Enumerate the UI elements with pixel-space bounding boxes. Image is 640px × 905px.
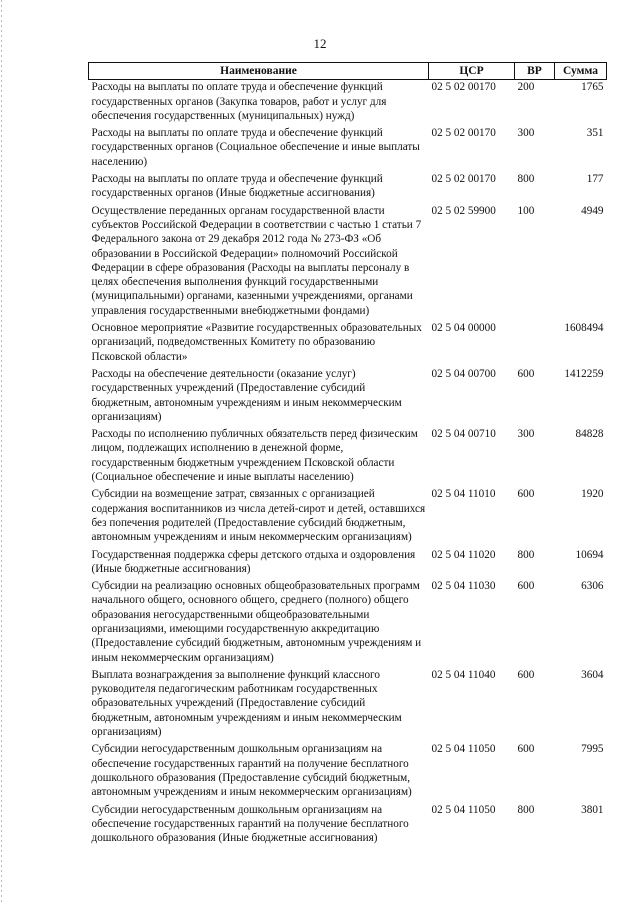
table-row	[89, 668, 607, 742]
row-sum-cell: 177	[586, 173, 604, 186]
row-csr-cell: 02 5 04 11040	[431, 668, 496, 681]
row-sum-cell: 84828	[575, 428, 604, 441]
row-csr-cell: 02 5 04 11050	[431, 803, 496, 816]
row-name-cell: Субсидии на возмещение затрат, связанных с организацией содержания воспитанников из числа детей-сирот и детей, оставшихся без попечения родителей (Предоставление субсидий бюджетным, автономным учреждениям и иным некоммерческим организациям)	[91, 488, 426, 544]
header-name: Наименование	[89, 63, 429, 80]
row-sum-cell: 1608494	[564, 322, 604, 335]
row-sum-cell: 351	[586, 127, 604, 140]
scan-margin-line	[1, 0, 2, 905]
row-sum-cell: 3801	[581, 803, 604, 816]
budget-table	[88, 62, 607, 848]
row-csr-cell: 02 5 02 00170	[431, 173, 496, 186]
table-row	[89, 579, 607, 668]
page-number: 12	[313, 36, 327, 51]
header-csr: ЦСР	[429, 63, 515, 80]
row-csr-cell: 02 5 02 00170	[431, 127, 496, 140]
row-name-cell: Расходы по исполнению публичных обязательств перед физическим лицом, подлежащих исполнению в денежной форме, государственным бюджетным учреждением Псковской области (Социальное обеспечение и иные выплаты населению)	[91, 428, 418, 484]
row-csr-cell: 02 5 04 00700	[431, 367, 496, 380]
row-sum-cell: 7995	[581, 743, 604, 756]
row-csr-cell: 02 5 04 11030	[431, 580, 496, 593]
row-vr-cell	[515, 321, 555, 367]
row-vr-cell: 200	[517, 81, 535, 94]
row-vr-cell: 600	[517, 580, 535, 593]
row-name-cell: Субсидии на реализацию основных общеобразовательных программ начального общего, основного общего, среднего (полного) общего образования негосударственными общеобразовательными организациями, имеющими государственную аккредитацию (Предоставление субсидий бюджетным, автономным учреждениям и иным некоммерческим организациям)	[91, 580, 422, 664]
header-vr: ВР	[515, 63, 555, 80]
row-vr-cell: 800	[517, 548, 535, 561]
row-name-cell: Субсидии негосударственным дошкольным организациям на обеспечение государственных гарантий на получение бесплатного дошкольного образования (Предоставление субсидий бюджетным, автономным учреждениям и иным некоммерческим организациям)	[91, 743, 412, 799]
header-sum: Сумма	[555, 63, 607, 80]
row-name-cell: Выплата вознаграждения за выполнение функций классного руководителя педагогическим работникам государственных образовательных учреждений (Предоставление субсидий бюджетным, автономным учреждениям и иным некоммерческим организациям)	[91, 668, 402, 739]
table-row	[89, 126, 607, 172]
row-vr-cell: 600	[517, 367, 535, 380]
row-name-cell: Расходы на выплаты по оплате труда и обеспечение функций государственных органов (Иные бюджетные ассигнования)	[91, 173, 383, 200]
row-name-cell: Расходы на обеспечение деятельности (оказание услуг) государственных учреждений (Предоставление субсидий бюджетным, автономным учреждениям и иным некоммерческим организациям)	[91, 367, 402, 423]
row-name-cell: Осуществление переданных органам государственной власти субъектов Российской Федерации в соответствии с частью 1 статьи 7 Федерального закона от 29 декабря 2012 года № 273-ФЗ «Об образовании в Российской Федерации» полномочий Российской Федерации в сфере образования (Расходы на выплаты персоналу в целях обеспечения выполнения функций государственными (муниципальными) органами, казенными учреждениями, органами управления государственными внебюджетными фондами)	[91, 204, 422, 317]
table-row	[89, 487, 607, 547]
row-csr-cell: 02 5 02 00170	[431, 81, 496, 94]
table-row	[89, 427, 607, 487]
table-header-row	[89, 63, 607, 80]
row-vr-cell: 600	[517, 488, 535, 501]
row-vr-cell: 600	[517, 668, 535, 681]
row-vr-cell: 800	[517, 173, 535, 186]
row-name-cell: Государственная поддержка сферы детского отдыха и оздоровления (Иные бюджетные ассигнования)	[91, 548, 416, 575]
row-name-cell: Субсидии негосударственным дошкольным организациям на обеспечение государственных гарантий на получение бесплатного дошкольного образования (Иные бюджетные ассигнования)	[91, 803, 409, 845]
table-row	[89, 321, 607, 367]
table-row	[89, 803, 607, 849]
row-vr-cell: 600	[517, 743, 535, 756]
table-row	[89, 742, 607, 802]
row-csr-cell: 02 5 04 11050	[431, 743, 496, 756]
table-body	[89, 80, 607, 849]
row-vr-cell: 300	[517, 127, 535, 140]
table-row	[89, 80, 607, 126]
row-csr-cell: 02 5 02 59900	[431, 204, 496, 217]
row-vr-cell: 300	[517, 428, 535, 441]
row-csr-cell: 02 5 04 00000	[431, 322, 496, 335]
row-name-cell: Основное мероприятие «Развитие государственных образовательных организаций, подведомственных Комитету по образованию Псковской области»	[91, 322, 422, 363]
row-sum-cell: 1412259	[564, 367, 604, 380]
row-sum-cell: 10694	[575, 548, 604, 561]
row-name-cell: Расходы на выплаты по оплате труда и обеспечение функций государственных органов (Социальное обеспечение и иные выплаты населению)	[91, 127, 420, 168]
row-name-cell: Расходы на выплаты по оплате труда и обеспечение функций государственных органов (Закупка товаров, работ и услуг для обеспечения государственных (муниципальных) нужд)	[91, 81, 387, 122]
row-vr-cell: 800	[517, 803, 535, 816]
table-row	[89, 204, 607, 321]
row-sum-cell: 1765	[581, 81, 604, 94]
row-csr-cell: 02 5 04 11010	[431, 488, 496, 501]
table-row	[89, 367, 607, 427]
table-row	[89, 548, 607, 580]
row-csr-cell: 02 5 04 11020	[431, 548, 496, 561]
table-row	[89, 172, 607, 204]
row-sum-cell: 4949	[581, 204, 604, 217]
row-sum-cell: 1920	[581, 488, 604, 501]
row-vr-cell: 100	[517, 204, 535, 217]
row-csr-cell: 02 5 04 00710	[431, 428, 496, 441]
row-sum-cell: 6306	[581, 580, 604, 593]
row-sum-cell: 3604	[581, 668, 604, 681]
